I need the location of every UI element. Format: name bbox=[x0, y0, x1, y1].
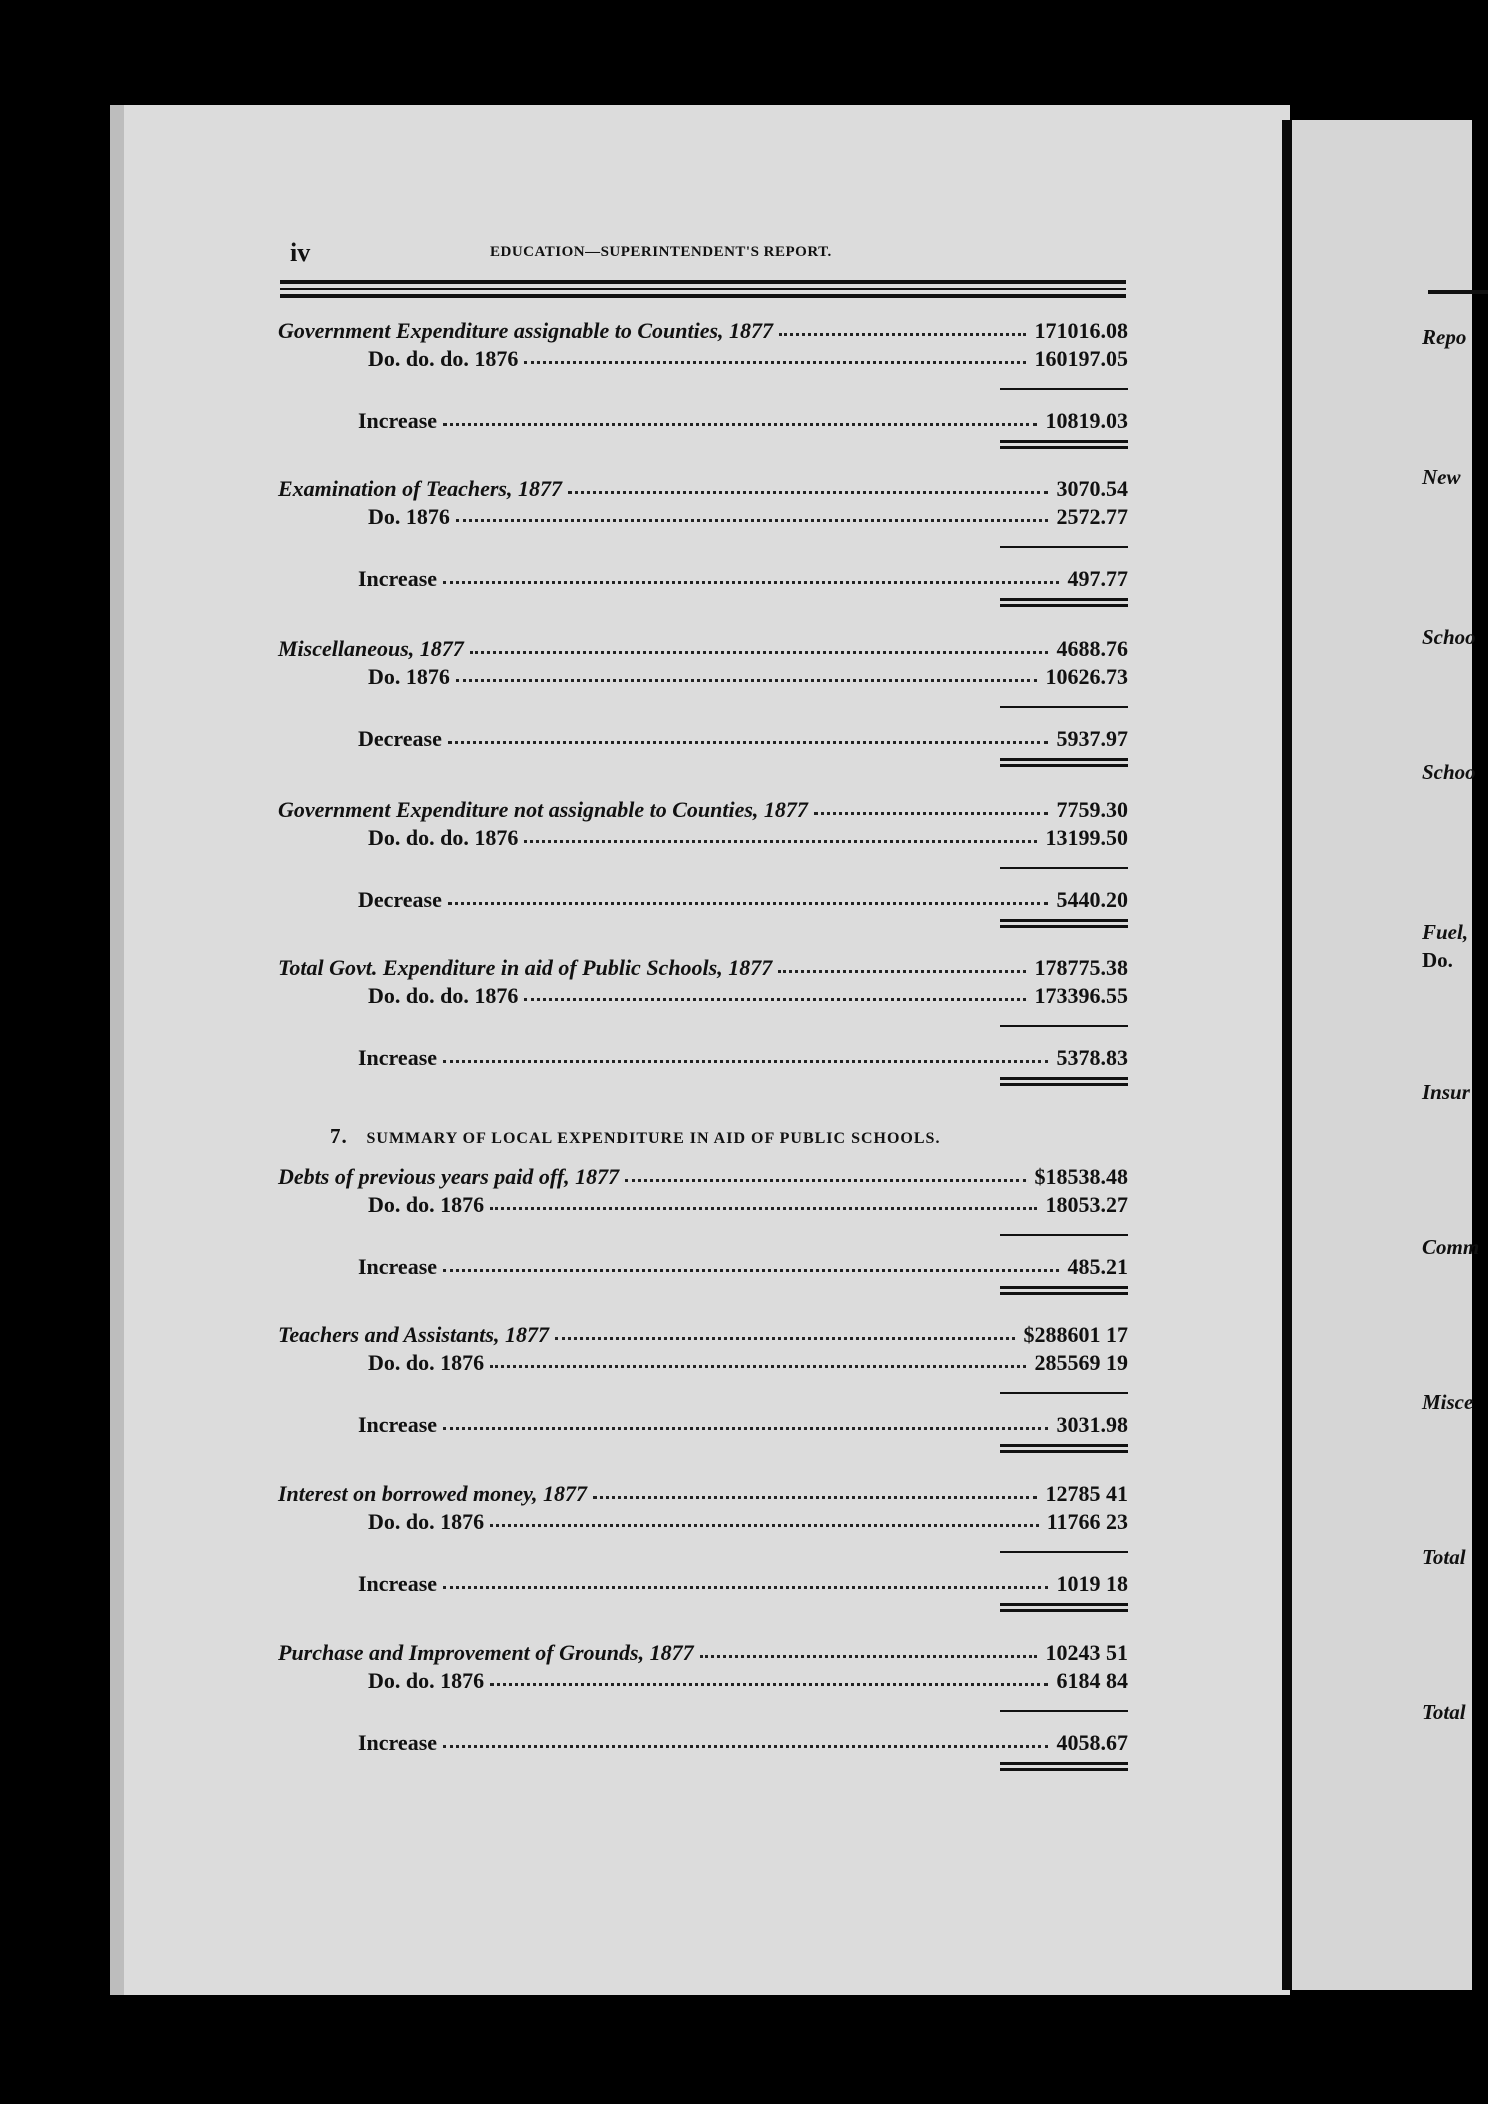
ledger-row bbox=[278, 476, 1128, 506]
row-value: 5440.20 bbox=[1056, 887, 1128, 912]
ledger-row bbox=[278, 1164, 1128, 1194]
row-value: 5378.83 bbox=[1056, 1045, 1128, 1070]
leader-dots bbox=[700, 1651, 1037, 1658]
difference-row bbox=[278, 408, 1128, 438]
leader-dots bbox=[470, 647, 1048, 654]
row-label: Teachers and Assistants, 1877 bbox=[278, 1322, 549, 1347]
section-number: 7. bbox=[330, 1124, 348, 1148]
header-rule bbox=[280, 294, 1126, 298]
row-value: 10819.03 bbox=[1045, 408, 1128, 433]
row-value: 5937.97 bbox=[1056, 726, 1128, 751]
row-value: 485.21 bbox=[1067, 1254, 1128, 1279]
row-value: 285569 19 bbox=[1034, 1350, 1128, 1375]
row-label: Increase bbox=[358, 1730, 438, 1755]
right-fragment: Comm bbox=[1422, 1235, 1480, 1259]
row-value: 18053.27 bbox=[1045, 1192, 1128, 1217]
right-page-rule bbox=[1428, 290, 1488, 294]
row-value: 1019 18 bbox=[1056, 1571, 1128, 1596]
right-fragment: New bbox=[1422, 465, 1461, 489]
row-label: Do. do. 1876 bbox=[368, 1350, 485, 1375]
ledger-row bbox=[278, 955, 1128, 985]
row-value: 2572.77 bbox=[1056, 504, 1128, 529]
total-rule bbox=[1000, 1609, 1128, 1612]
row-label: Do. do. 1876 bbox=[368, 1509, 485, 1534]
right-fragment: Fuel, bbox=[1422, 920, 1469, 944]
sum-rule bbox=[1000, 706, 1128, 708]
row-label: Do. 1876 bbox=[368, 504, 450, 529]
total-rule bbox=[1000, 598, 1128, 601]
total-rule bbox=[1000, 1077, 1128, 1080]
ledger-row bbox=[278, 636, 1128, 666]
row-value: 4688.76 bbox=[1056, 636, 1128, 661]
leader-dots bbox=[443, 1265, 1059, 1272]
leader-dots bbox=[443, 577, 1059, 584]
leader-dots bbox=[524, 994, 1026, 1001]
row-value: 11766 23 bbox=[1046, 1509, 1128, 1534]
leader-dots bbox=[490, 1520, 1039, 1527]
total-rule bbox=[1000, 1286, 1128, 1289]
ledger-row bbox=[278, 346, 1128, 376]
leader-dots bbox=[490, 1203, 1037, 1210]
row-value: 497.77 bbox=[1067, 566, 1128, 591]
leader-dots bbox=[443, 1056, 1048, 1063]
ledger-row bbox=[278, 1509, 1128, 1539]
row-label: Purchase and Improvement of Grounds, 1877 bbox=[278, 1640, 694, 1665]
leader-dots bbox=[456, 515, 1048, 522]
row-label: Do. do. do. 1876 bbox=[368, 825, 519, 850]
row-label: Increase bbox=[358, 1254, 438, 1279]
row-value: 178775.38 bbox=[1034, 955, 1128, 980]
row-value: 12785 41 bbox=[1045, 1481, 1128, 1506]
row-label: Increase bbox=[358, 408, 438, 433]
ledger-row bbox=[278, 983, 1128, 1013]
header-rule bbox=[280, 280, 1126, 284]
right-fragment: Insur bbox=[1422, 1080, 1470, 1104]
row-label: Increase bbox=[358, 1412, 438, 1437]
total-rule bbox=[1000, 440, 1128, 443]
right-fragment: Schoo bbox=[1422, 625, 1476, 649]
right-fragment: Total bbox=[1422, 1700, 1466, 1724]
leader-dots bbox=[443, 1423, 1048, 1430]
row-label: Miscellaneous, 1877 bbox=[278, 636, 464, 661]
leader-dots bbox=[593, 1492, 1037, 1499]
sum-rule bbox=[1000, 1392, 1128, 1394]
total-rule bbox=[1000, 764, 1128, 767]
row-label: Government Expenditure not assignable to Counties, 1877 bbox=[278, 797, 808, 822]
row-label: Do. 1876 bbox=[368, 664, 450, 689]
row-label: Do. do. 1876 bbox=[368, 1668, 485, 1693]
leader-dots bbox=[456, 675, 1037, 682]
row-label: Examination of Teachers, 1877 bbox=[278, 476, 562, 501]
leader-dots bbox=[625, 1175, 1026, 1182]
leader-dots bbox=[555, 1333, 1015, 1340]
row-label: Debts of previous years paid off, 1877 bbox=[278, 1164, 620, 1189]
row-value: $18538.48 bbox=[1034, 1164, 1128, 1189]
row-label: Do. do. 1876 bbox=[368, 1192, 485, 1217]
ledger-row bbox=[278, 318, 1128, 348]
row-label: Government Expenditure assignable to Counties, 1877 bbox=[278, 318, 774, 343]
leader-dots bbox=[524, 357, 1026, 364]
total-rule bbox=[1000, 1444, 1128, 1447]
page-edge bbox=[110, 105, 124, 1995]
leader-dots bbox=[490, 1679, 1048, 1686]
row-label: Do. do. do. 1876 bbox=[368, 346, 519, 371]
ledger-row bbox=[278, 504, 1128, 534]
row-value: 3031.98 bbox=[1056, 1412, 1128, 1437]
row-value: 10626.73 bbox=[1045, 664, 1128, 689]
leader-dots bbox=[448, 737, 1048, 744]
row-label: Interest on borrowed money, 1877 bbox=[278, 1481, 588, 1506]
row-value: 6184 84 bbox=[1056, 1668, 1128, 1693]
sum-rule bbox=[1000, 1710, 1128, 1712]
ledger-row bbox=[278, 825, 1128, 855]
total-rule bbox=[1000, 1292, 1128, 1295]
right-fragment: Total bbox=[1422, 1545, 1466, 1569]
total-rule bbox=[1000, 758, 1128, 761]
ledger-row bbox=[278, 1481, 1128, 1511]
total-rule bbox=[1000, 1603, 1128, 1606]
row-value: 4058.67 bbox=[1056, 1730, 1128, 1755]
ledger-row bbox=[278, 1322, 1128, 1352]
row-value: 171016.08 bbox=[1034, 318, 1128, 343]
row-value: 3070.54 bbox=[1056, 476, 1128, 501]
page-header bbox=[290, 238, 1130, 267]
total-rule bbox=[1000, 446, 1128, 449]
difference-row bbox=[278, 1045, 1128, 1075]
row-value: 160197.05 bbox=[1034, 346, 1128, 371]
sum-rule bbox=[1000, 867, 1128, 869]
total-rule bbox=[1000, 1768, 1128, 1771]
running-title: EDUCATION—SUPERINTENDENT'S REPORT. bbox=[490, 244, 832, 260]
leader-dots bbox=[778, 966, 1026, 973]
header-rule bbox=[280, 288, 1126, 290]
difference-row bbox=[278, 1412, 1128, 1442]
difference-row bbox=[278, 1571, 1128, 1601]
ledger-row bbox=[278, 1192, 1128, 1222]
row-label: Do. do. do. 1876 bbox=[368, 983, 519, 1008]
row-label: Decrease bbox=[358, 887, 442, 912]
section-title bbox=[330, 1124, 940, 1149]
ledger-row bbox=[278, 797, 1128, 827]
sum-rule bbox=[1000, 388, 1128, 390]
sum-rule bbox=[1000, 1551, 1128, 1553]
leader-dots bbox=[779, 329, 1026, 336]
ledger-row bbox=[278, 1640, 1128, 1670]
total-rule bbox=[1000, 1450, 1128, 1453]
page-number: iv bbox=[290, 238, 311, 267]
leader-dots bbox=[443, 1741, 1048, 1748]
leader-dots bbox=[568, 487, 1048, 494]
row-label: Total Govt. Expenditure in aid of Public Schools, 1877 bbox=[278, 955, 773, 980]
gutter bbox=[1282, 120, 1292, 1990]
ledger-row bbox=[278, 664, 1128, 694]
right-fragment: Do. bbox=[1422, 948, 1453, 972]
leader-dots bbox=[490, 1361, 1026, 1368]
row-label: Decrease bbox=[358, 726, 442, 751]
total-rule bbox=[1000, 919, 1128, 922]
row-value: 10243 51 bbox=[1045, 1640, 1128, 1665]
difference-row bbox=[278, 1254, 1128, 1284]
right-fragment: Misce bbox=[1422, 1390, 1474, 1414]
section-heading: SUMMARY OF LOCAL EXPENDITURE IN AID OF PUBLIC SCHOOLS. bbox=[366, 1130, 941, 1147]
leader-dots bbox=[524, 836, 1037, 843]
ledger-row bbox=[278, 1350, 1128, 1380]
sum-rule bbox=[1000, 1025, 1128, 1027]
ledger-row bbox=[278, 1668, 1128, 1698]
total-rule bbox=[1000, 604, 1128, 607]
total-rule bbox=[1000, 1083, 1128, 1086]
row-label: Increase bbox=[358, 1045, 438, 1070]
row-label: Increase bbox=[358, 1571, 438, 1596]
row-value: 173396.55 bbox=[1034, 983, 1128, 1008]
leader-dots bbox=[443, 419, 1037, 426]
sum-rule bbox=[1000, 546, 1128, 548]
total-rule bbox=[1000, 925, 1128, 928]
leader-dots bbox=[443, 1582, 1048, 1589]
row-value: 7759.30 bbox=[1056, 797, 1128, 822]
difference-row bbox=[278, 1730, 1128, 1760]
leader-dots bbox=[814, 808, 1048, 815]
difference-row bbox=[278, 726, 1128, 756]
row-value: 13199.50 bbox=[1045, 825, 1128, 850]
difference-row bbox=[278, 566, 1128, 596]
sum-rule bbox=[1000, 1234, 1128, 1236]
difference-row bbox=[278, 887, 1128, 917]
row-label: Increase bbox=[358, 566, 438, 591]
row-value: $288601 17 bbox=[1023, 1322, 1128, 1347]
right-page bbox=[1292, 120, 1480, 1990]
right-fragment: Schoo bbox=[1422, 760, 1476, 784]
right-fragment: Repo bbox=[1422, 325, 1467, 349]
leader-dots bbox=[448, 898, 1048, 905]
total-rule bbox=[1000, 1762, 1128, 1765]
